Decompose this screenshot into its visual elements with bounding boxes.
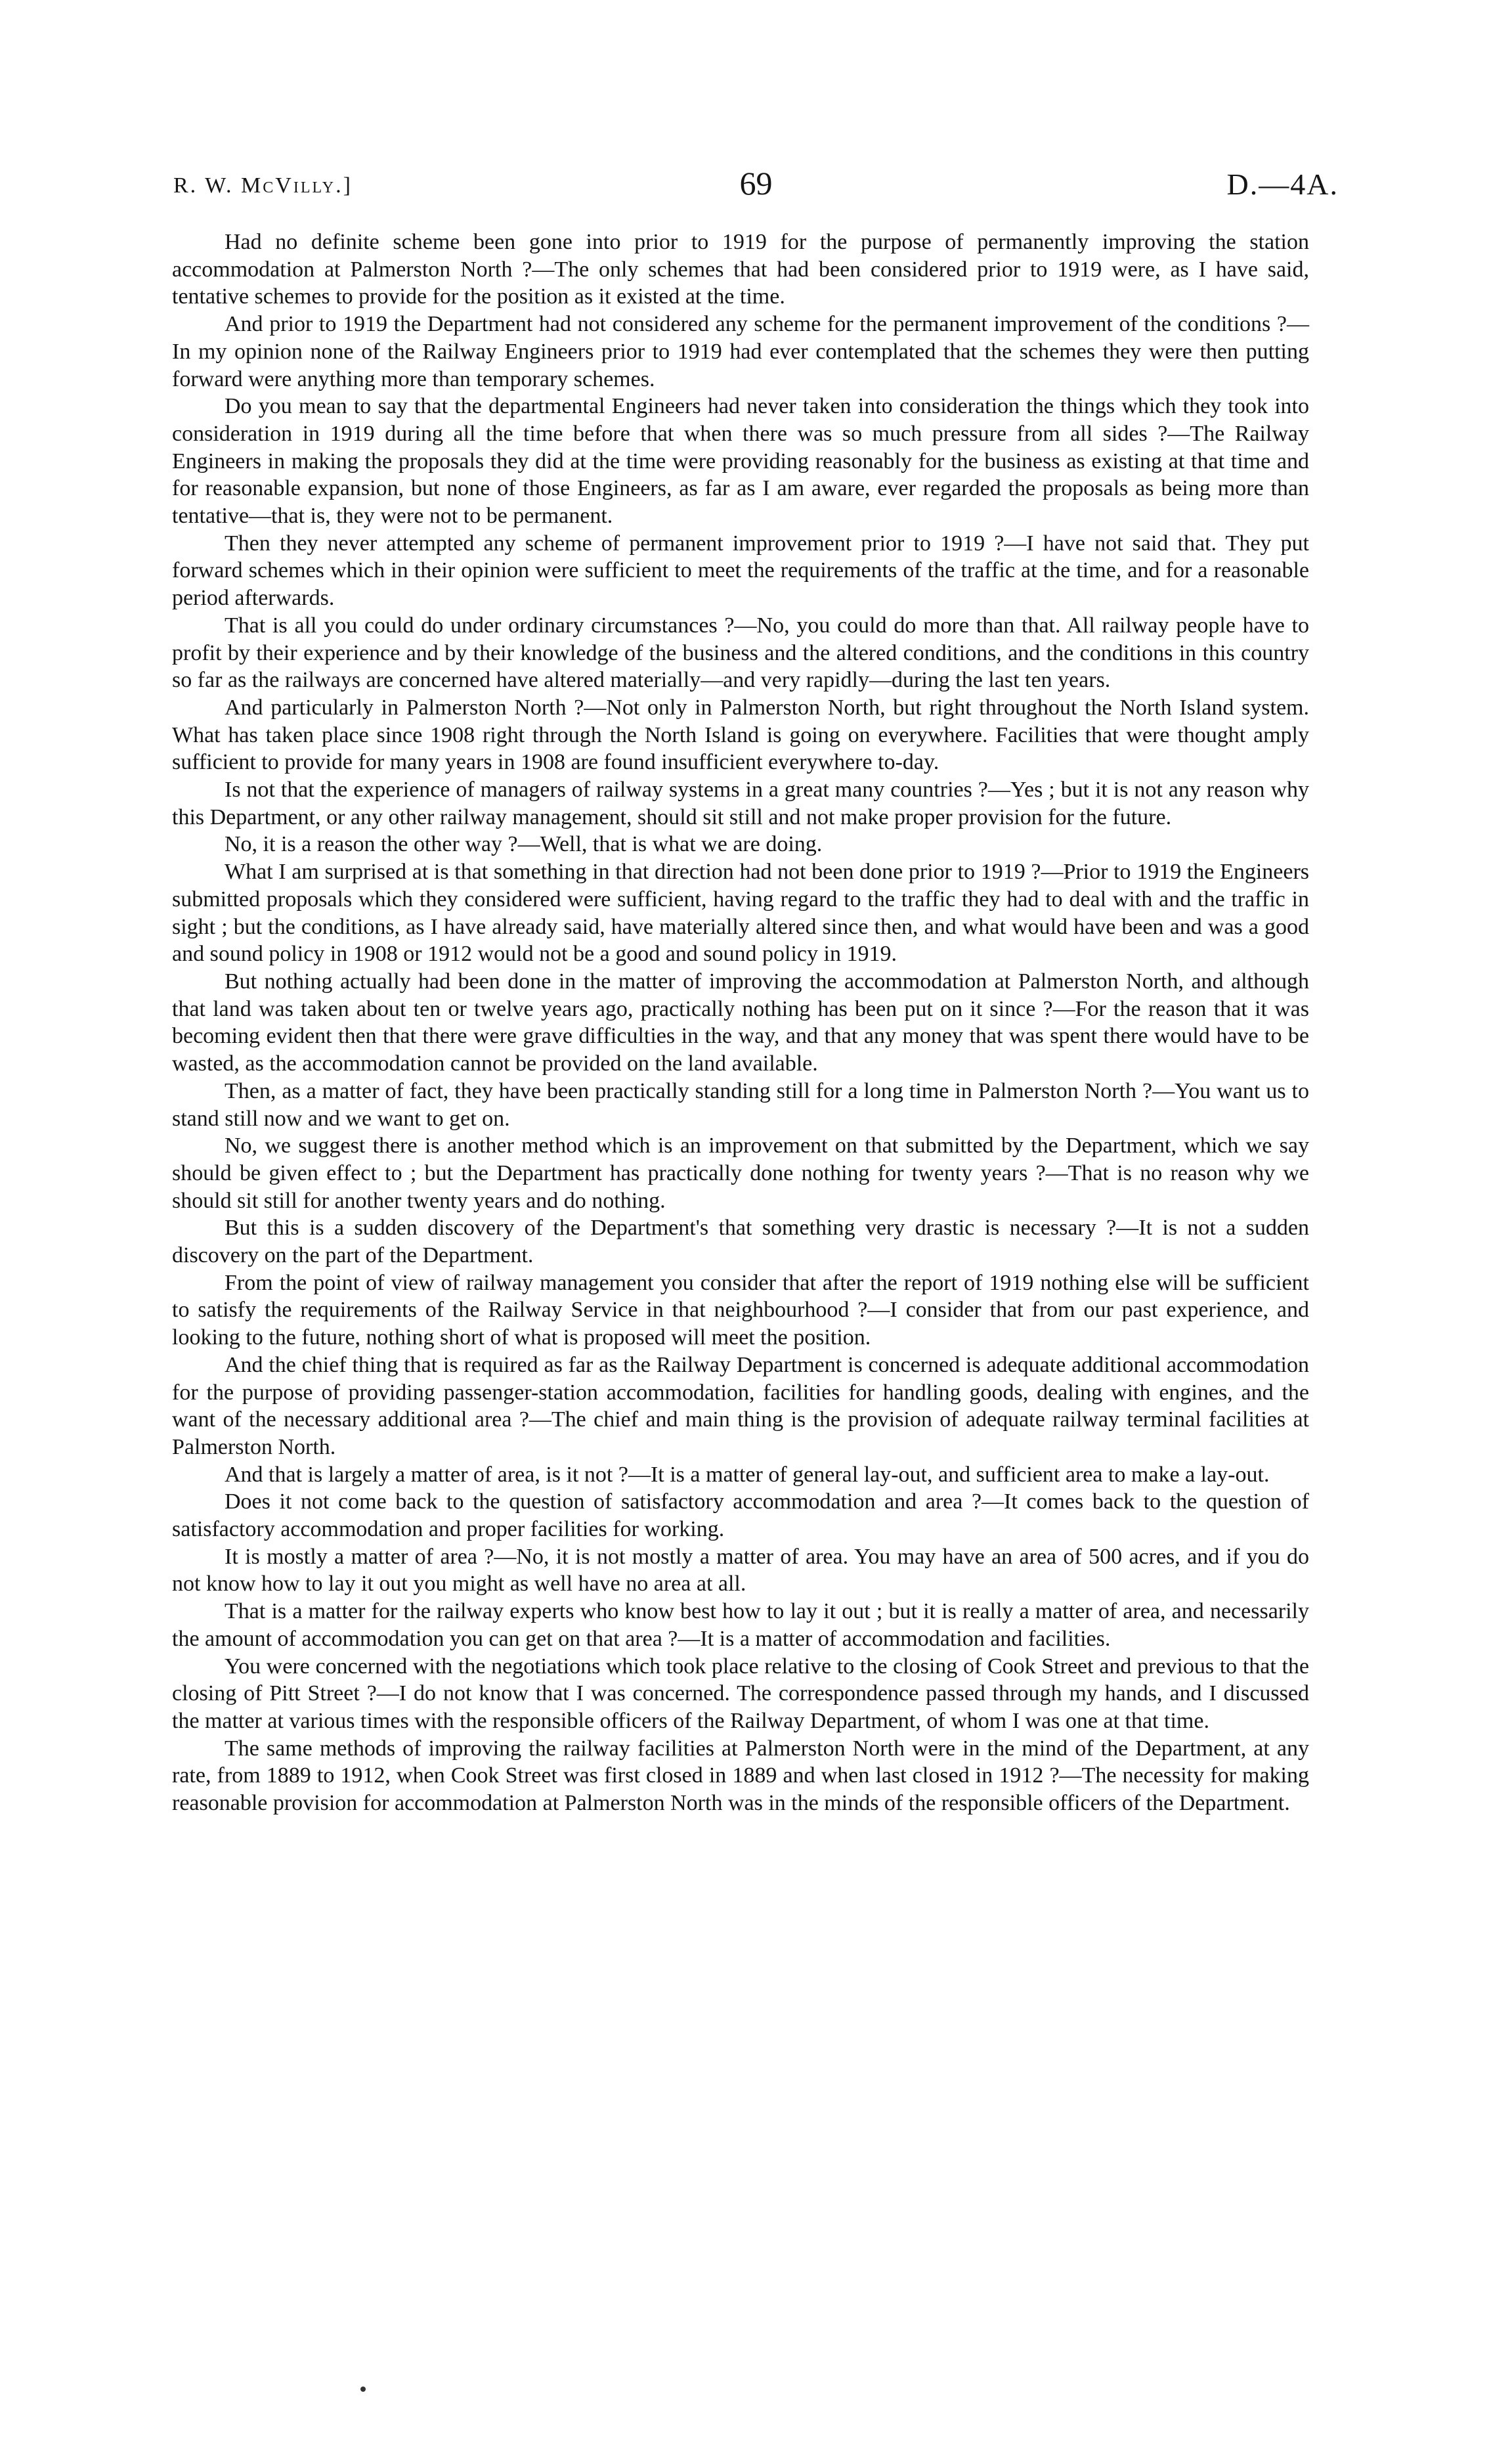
paragraph: No, it is a reason the other way ?—Well, that is what we are doing. [225, 832, 823, 857]
paragraph: And particularly in Palmerston North ?—Not only in Palmerston North, but right throughout the North Island system. What has taken place since 1908 right through the North Island is going on everywhere. Facilities that were thought amply sufficient to provide for many years in 1908 are found insufficient everywhere to-day. [172, 695, 1309, 775]
witness-name: R. W. McVilly.] [173, 173, 353, 198]
paragraph: And that is largely a matter of area, is it not ?—It is a matter of general lay-out, and sufficient area to make a lay-out. [225, 1462, 1270, 1487]
paragraph: And prior to 1919 the Department had not considered any scheme for the permanent improvement of the conditions ?—In my opinion none of the Railway Engineers prior to 1919 had ever contemplated that the schemes they were then putting forward were anything more than temporary schemes. [172, 312, 1309, 391]
paragraph: That is a matter for the railway experts who know best how to lay it out ; but it is really a matter of area, and necessarily the amount of accommodation you can get on that area ?—It is a matter of accommodation and facilities. [172, 1599, 1309, 1651]
paragraph: And the chief thing that is required as far as the Railway Department is concerned is adequate additional accommodation for the purpose of providing passenger-station accommodation, facilities for handling goods, dealing with engines, and the want of the necessary additional area ?—The chief and main thing is the provision of adequate railway terminal facilities at Palmerston North. [172, 1352, 1309, 1459]
paragraph: Is not that the experience of managers of railway systems in a great many countries ?—Yes ; but it is not any reason why this Department, or any other railway management, should sit still and not make proper provision for the future. [172, 778, 1309, 829]
paragraph: You were concerned with the negotiations which took place relative to the closing of Cook Street and previous to that the closing of Pitt Street ?—I do not know that I was concerned. The correspondence passed through my hands, and I discussed the matter at various times with the responsible officers of the Railway Department, of whom I was one at that time. [172, 1654, 1309, 1733]
ink-speck [360, 2387, 366, 2392]
paragraph: The same methods of improving the railway facilities at Palmerston North were in the mind of the Department, at any rate, from 1889 to 1912, when Cook Street was first closed in 1889 and when last closed in 1912 ?—The necessity for making reasonable provision for accommodation at Palmerston North was in the minds of the responsible officers of the Department. [172, 1736, 1309, 1816]
paragraph: Do you mean to say that the departmental Engineers had never taken into consideration the things which they took into consideration in 1919 during all the time before that when there was so much pressure from all sides ?—The Railway Engineers in making the proposals they did at the time were providing reasonably for the business as existing at that time and for reasonable expansion, but none of those Engineers, as far as I am aware, ever regarded the proposals as being more than tentative—that is, they were not to be permanent. [172, 394, 1309, 529]
page-number: 69 [739, 165, 773, 202]
paragraph: But nothing actually had been done in the matter of improving the accommodation at Palmerston North, and although that land was taken about ten or twelve years ago, practically nothing has been put on it since ?—For the reason that it was becoming evident then that there were grave difficulties in the way, and that any money that was spent there would have to be wasted, as the accommodation cannot be provided on the land available. [172, 969, 1309, 1076]
paragraph: That is all you could do under ordinary circumstances ?—No, you could do more than that. All railway people have to profit by their experience and by their knowledge of the business and the altered conditions, and the conditions in this country so far as the railways are concerned have altered materially—and very rapidly—during the last ten years. [172, 613, 1309, 693]
paragraph: Does it not come back to the question of satisfactory accommodation and area ?—It comes back to the question of satisfactory accommodation and proper facilities for working. [172, 1489, 1309, 1542]
running-header [173, 164, 1339, 204]
paragraph: It is mostly a matter of area ?—No, it is not mostly a matter of area. You may have an area of 500 acres, and if you do not know how to lay it out you might as well have no area at all. [172, 1544, 1309, 1596]
paragraph: But this is a sudden discovery of the Department's that something very drastic is necessary ?—It is not a sudden discovery on the part of the Department. [172, 1216, 1309, 1268]
paragraph: No, we suggest there is another method which is an improvement on that submitted by the Department, which we say should be given effect to ; but the Department has practically done nothing for twenty years ?—That is no reason why we should sit still for another twenty years and do nothing. [172, 1133, 1309, 1213]
paragraph: Then, as a matter of fact, they have been practically standing still for a long time in Palmerston North ?—You want us to stand still now and we want to get on. [172, 1078, 1309, 1131]
paper-reference: D.—4A. [1226, 167, 1339, 201]
paragraph: Had no definite scheme been gone into prior to 1919 for the purpose of permanently improving the station accommodation at Palmerston North ?—The only schemes that had been considered prior to 1919 were, as I have said, tentative schemes to provide for the position as it existed at the time. [172, 230, 1309, 309]
evidence-text [172, 229, 1309, 1817]
paragraph: Then they never attempted any scheme of permanent improvement prior to 1919 ?—I have not said that. They put forward schemes which in their opinion were sufficient to meet the requirements of the traffic at the time, and for a reasonable period afterwards. [172, 531, 1309, 611]
paragraph: From the point of view of railway management you consider that after the report of 1919 nothing else will be sufficient to satisfy the requirements of the Railway Service in that neighbourhood ?—I consider that from our past experience, and looking to the future, nothing short of what is proposed will meet the position. [172, 1270, 1309, 1350]
paragraph: What I am surprised at is that something in that direction had not been done prior to 1919 ?—Prior to 1919 the Engineers submitted proposals which they considered were sufficient, having regard to the traffic they had to deal with and the traffic in sight ; but the conditions, as I have already said, have materially altered since then, and what would have been and was a good and sound policy in 1908 or 1912 would not be a good and sound policy in 1919. [172, 860, 1309, 967]
